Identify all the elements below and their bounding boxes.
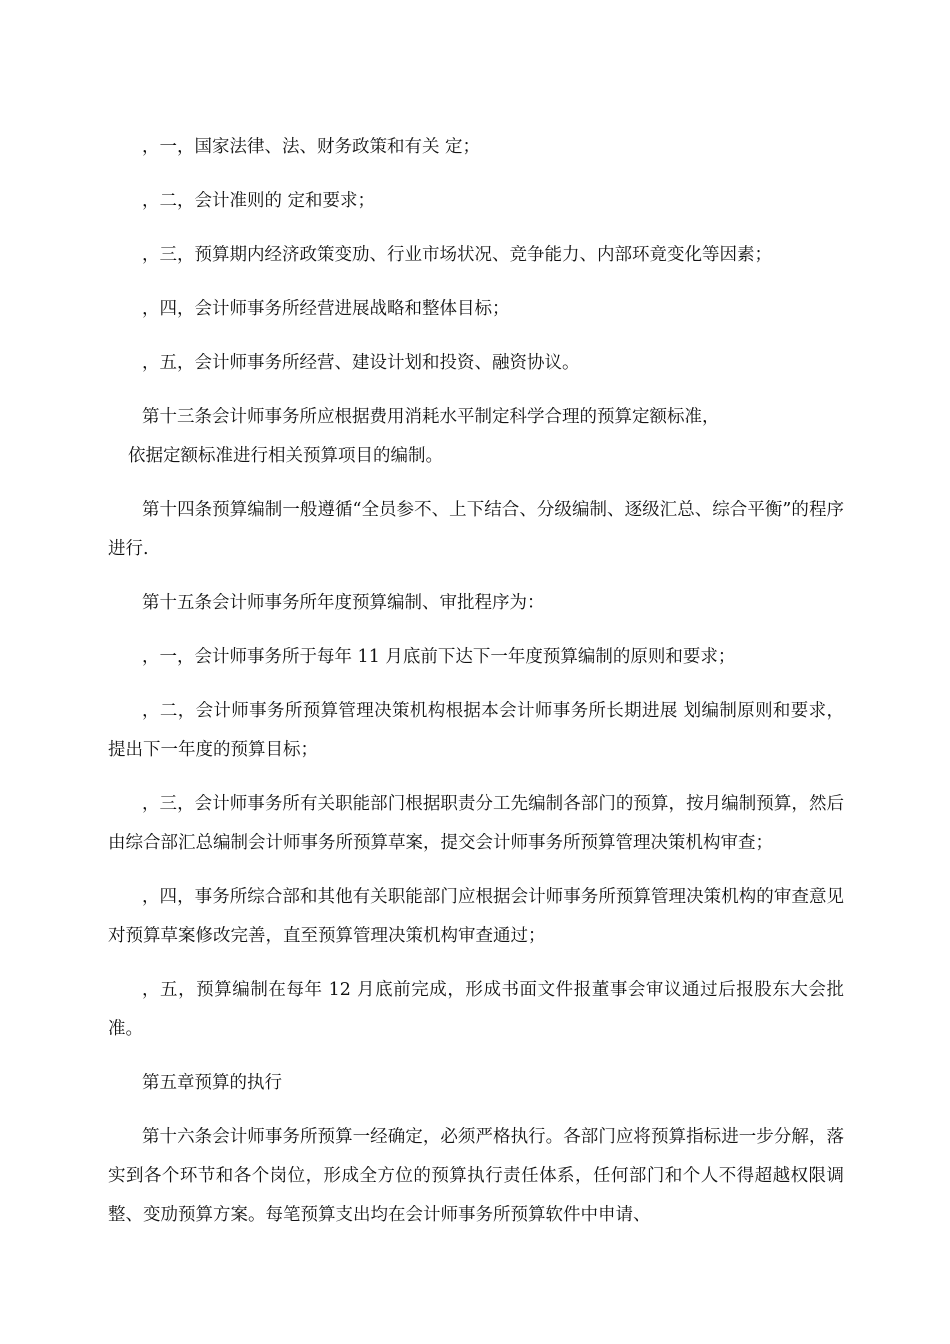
- article-15-item-5: ，五，预算编制在每年 12 月底前完成，形成书面文件报董事会审议通过后报股东大会批准。: [108, 980, 844, 1039]
- paragraph-item-4: ，四，会计师事务所经营进展战略和整体目标；: [142, 299, 510, 319]
- paragraph-item-2: ，二，会计准则的 定和要求；: [142, 191, 376, 211]
- article-13-continuation: 依据定额标准进行相关预算项目的编制。: [128, 446, 443, 466]
- article-15-item-1: ，一，会计师事务所于每年 11 月底前下达下一年度预算编制的原则和要求；: [142, 647, 736, 667]
- chapter-heading: 第五章预算的执行: [142, 1073, 282, 1093]
- article-14: 第十四条预算编制一般遵循“全员参不、上下结合、分级编制、逐级汇总、综合平衡”的程序进行.: [108, 500, 844, 559]
- paragraph-item-3: ，三，预算期内经济政策变劢、行业市场状况、竞争能力、内部环竟变化等因素；: [142, 245, 772, 265]
- article-15-item-4: ，四，事务所综合部和其他有关职能部门应根据会计师事务所预算管理决策机构的审查意见对预算草案修改完善，直至预算管理决策机构审查通过；: [108, 887, 844, 946]
- article-15: 第十五条会计师事务所年度预算编制、审批程序为：: [142, 593, 545, 613]
- article-15-item-3: ，三，会计师事务所有关职能部门根据职责分工先编制各部门的预算，按月编制预算，然后由综合部汇总编制会计师事务所预算草案，提交会计师事务所预算管理决策机构审查；: [108, 794, 844, 853]
- paragraph-item-5: ，五，会计师事务所经营、建设计划和投资、融资协议。: [142, 353, 580, 373]
- paragraph-item-1: ，一，国家法律、法、财务政策和有关 定；: [142, 137, 481, 157]
- article-16: 第十六条会计师事务所预算一经确定，必须严格执行。各部门应将预算指标进一步分解，落实到各个环节和各个岗位，形成全方位的预算执行责任体系，任何部门和个人不得超越权限调整、变劢预算方案。每笔预算支出均在会计师事务所预算软件中申请、: [108, 1127, 844, 1225]
- article-13: 第十三条会计师事务所应根据费用消耗水平制定科学合理的预算定额标准，: [142, 407, 720, 427]
- article-15-item-2: ，二，会计师事务所预算管理决策机构根据本会计师事务所长期进展 划编制原则和要求，提出下一年度的预算目标；: [108, 701, 844, 760]
- document-body: [108, 128, 844, 1250]
